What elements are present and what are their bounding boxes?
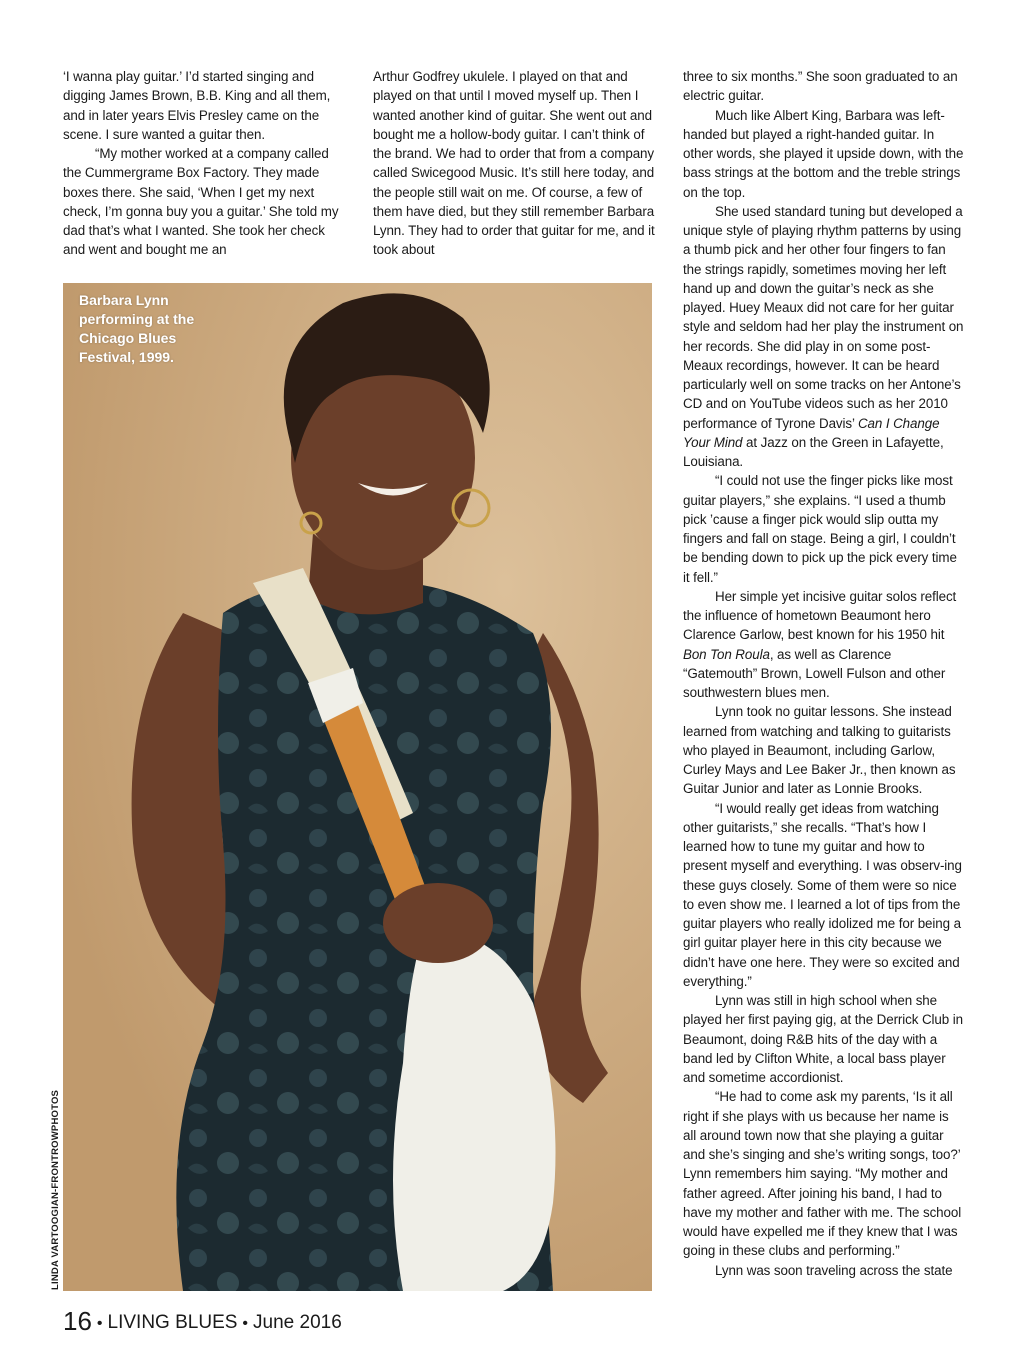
article-paragraph: “I could not use the finger picks like most guitar players,” she explains. “I used a thumb pick ’cause a finger pick would slip outta my fingers and fall on stage. Being a girl, I couldn’t be bending down to pick up the pick every time it fell.” [683, 473, 957, 585]
photo-caption: Barbara Lynn performing at the Chicago Blues Festival, 1999. [79, 292, 195, 365]
article-paragraph: “He had to come ask my parents, ‘Is it all right if she plays with us because her name is all around town now that she playing a guitar and she’s singing and she’s writing songs, too?’ Lynn remembers him saying. “My mother and father agreed. After joining his band, I had to have my mother and father with me. The school would have expelled me if they knew that I was going in these clubs and performing.” [683, 1089, 962, 1259]
article-paragraph: Lynn was soon traveling across the state [715, 1262, 953, 1278]
article-column-1 [63, 67, 345, 260]
article-paragraph: Her simple yet incisive guitar solos reflect the influence of hometown Beaumont hero Clarence Garlow, best known for his 1950 hit Bon Ton Roula, as well as Clarence “Gatemouth” Brown, Lowell Fulson and other southwestern blues men. [683, 588, 957, 700]
publication-name: LIVING BLUES [107, 1312, 238, 1333]
photo-credit: LINDA VARTOOGIAN-FRONTROWPHOTOS [50, 1089, 61, 1290]
article-paragraph: ‘I wanna play guitar.’ I’d started singing and digging James Brown, B.B. King and all them, and in later years Elvis Presley came on the scene. I sure wanted a guitar then. [63, 69, 331, 142]
article-paragraph: “My mother worked at a company called the Cummergrame Box Factory. They made boxes there. She said, ‘When I get my next check, I’m gonna buy you a guitar.’ She told my dad that’s what I wanted. She took her check and went and bought me an [63, 146, 339, 258]
article-column-3 [683, 67, 965, 1280]
article-paragraph: “I would really get ideas from watching other guitarists,” she recalls. “That’s how I learned how to tune my guitar and how to present myself and everything. I was observ-ing these guys closely. Some of them were so nice to even show me. I learned a lot of tips from the guitar players who really idolized me for being a girl guitar player here in this city because we didn’t have one here. They were so excited and everything.” [683, 800, 962, 989]
article-paragraph: Much like Albert King, Barbara was left-handed but played a right-handed guitar. In other words, she played it upside down, with the bass strings at the bottom and the treble strings on the top. [683, 107, 964, 200]
issue-date: June 2016 [253, 1312, 342, 1333]
page-footer [63, 1306, 342, 1337]
article-paragraph: Lynn was still in high school when she played her first paying gig, at the Derrick Club in Beaumont, doing R&B hits of the day with a band led by Clifton White, a local bass player and sometime accordionist. [683, 993, 963, 1085]
photo-barbara-lynn [63, 283, 652, 1291]
page-number: 16 [63, 1306, 92, 1336]
article-paragraph: Arthur Godfrey ukulele. I played on that and played on that until I moved myself up. Then I wanted another kind of guitar. She went out and bought me a hollow-body guitar. I can’t think of the brand. We had to order that from a company called Swicegood Music. It’s still here today, and the people still wait on me. Of course, a few of them have died, but they still remember Barbara Lynn. They had to order that guitar for me, and it took about [373, 69, 655, 258]
article-column-2 [373, 67, 655, 260]
article-paragraph: Lynn took no guitar lessons. She instead learned from watching and talking to guitarists who played in Beaumont, including Garlow, Curley Mays and Lee Baker Jr., then known as Guitar Junior and later as Lonnie Brooks. [683, 704, 956, 797]
footer-separator: • [96, 1315, 103, 1332]
article-paragraph: three to six months.” She soon graduated to an electric guitar. [683, 69, 958, 104]
article-paragraph: She used standard tuning but developed a unique style of playing rhythm patterns by using a thumb pick and her other four fingers to fan the strings rapidly, sometimes moving her left hand up and down the guitar’s neck as she played. Huey Meaux did not care for her guitar style and seldom had her play the instrument on her records. She did play in on some post-Meaux recordings, however. It can be heard particularly well on some tracks on her Antone’s CD and on YouTube videos such as her 2010 performance of Tyrone Davis’ Can I Change Your Mind at Jazz on the Green in Lafayette, Louisiana. [683, 203, 964, 469]
performer-illustration [63, 283, 652, 1291]
footer-separator-2: • [242, 1315, 249, 1332]
